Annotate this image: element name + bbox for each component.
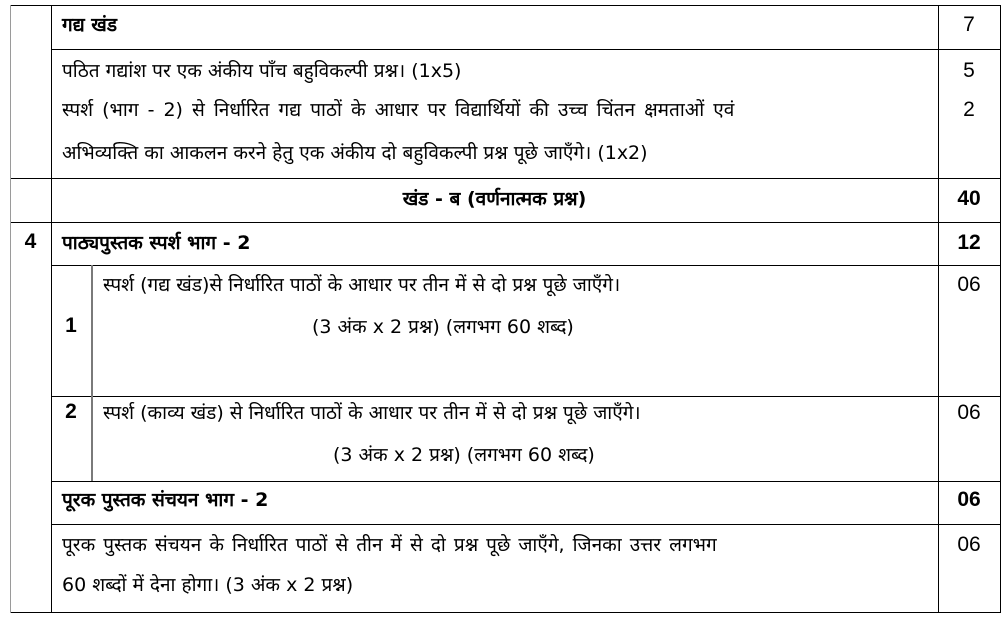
item-line-2: स्पर्श (भाग - 2) से निर्धारित गद्य पाठों के आधार पर विद्यार्थियों की उच्च चिंतन क्षमताओं एवं (62, 99, 735, 121)
row-divider (51, 396, 1001, 397)
table-top-border (10, 5, 1001, 6)
sub-item-1-line-1: स्पर्श (गद्य खंड)से निर्धारित पाठों के आधार पर तीन में से दो प्रश्न पूछे जाएँगे। (103, 274, 621, 296)
marks-sub-item-1: 06 (957, 273, 981, 296)
item-line-1: पठित गद्यांश पर एक अंकीय पाँच बहुविकल्पी प्रश्न। (1x5) (62, 60, 462, 82)
marks-sanchayan: 06 (957, 488, 981, 511)
section-title-gadya-khand: गद्य खंड (62, 14, 117, 36)
row-divider (51, 265, 1001, 266)
sanchayan-line-2: 60 शब्दों में देना होगा। (3 अंक x 2 प्रश्न) (62, 574, 354, 596)
table-right-border (1000, 5, 1001, 613)
section-title-sanchayan: पूरक पुस्तक संचयन भाग - 2 (62, 489, 269, 511)
serial-number-4: 4 (24, 230, 37, 253)
row-divider (10, 222, 1001, 223)
row-divider (51, 49, 1001, 50)
sub-item-2-line-2: (3 अंक x 2 प्रश्न) (लगभग 60 शब्द) (333, 444, 595, 466)
part-heading-khand-b: खंड - ब (वर्णनात्मक प्रश्न) (402, 188, 587, 210)
table-left-border (10, 5, 11, 613)
marks-item-2: 2 (963, 98, 975, 121)
marks-gadya-khand: 7 (963, 13, 975, 36)
row-divider (10, 178, 1001, 179)
marks-sparsh: 12 (957, 231, 981, 254)
sub-item-1-line-2: (3 अंक x 2 प्रश्न) (लगभग 60 शब्द) (312, 316, 574, 338)
row-divider (51, 481, 1001, 482)
sub-number-2: 2 (65, 400, 77, 423)
col-divider-marks (938, 5, 939, 613)
marks-item-1: 5 (963, 59, 975, 82)
item-line-3: अभिव्यक्ति का आकलन करने हेतु एक अंकीय दो बहुविकल्पी प्रश्न पूछे जाएँगे। (1x2) (62, 142, 648, 164)
table-bottom-border (10, 612, 1001, 613)
col-divider-subno (91, 265, 93, 481)
marks-sanchayan-item: 06 (957, 533, 981, 556)
sub-item-2-line-1: स्पर्श (काव्य खंड) से निर्धारित पाठों के आधार पर तीन में से दो प्रश्न पूछे जाएँगे। (103, 402, 641, 424)
sanchayan-line-1: पूरक पुस्तक संचयन के निर्धारित पाठों से तीन में से दो प्रश्न पूछे जाएँगे, जिनका उत्तर लगभग (62, 534, 717, 556)
col-divider-sno (51, 5, 52, 613)
sub-number-1: 1 (65, 314, 77, 337)
marks-sub-item-2: 06 (957, 401, 981, 424)
marks-khand-b: 40 (957, 187, 981, 210)
section-title-sparsh: पाठ्यपुस्तक स्पर्श भाग - 2 (62, 232, 251, 254)
row-divider (51, 524, 1001, 525)
